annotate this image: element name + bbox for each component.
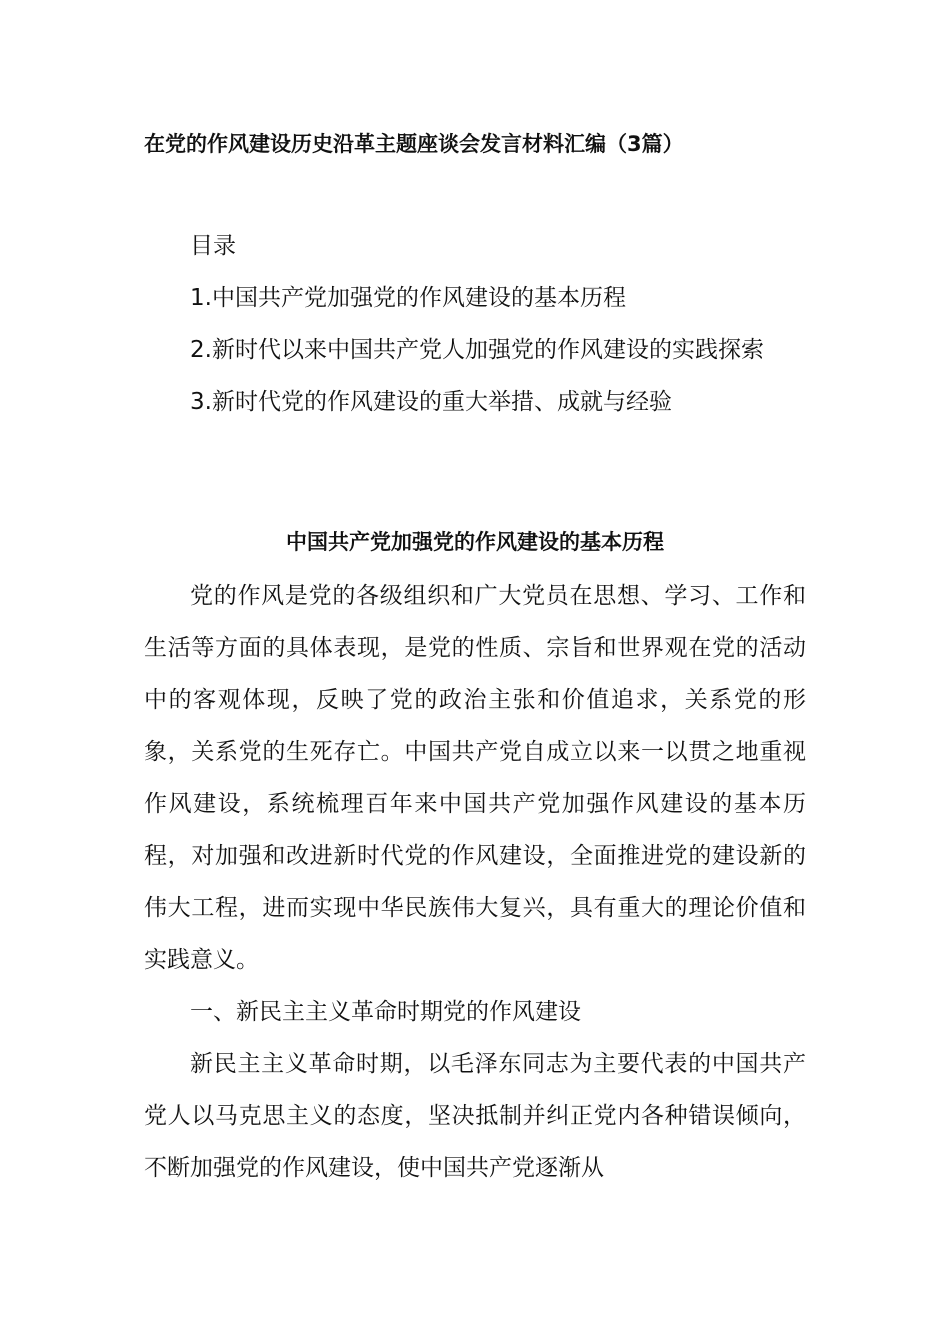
paragraph-intro: 党的作风是党的各级组织和广大党员在思想、学习、工作和生活等方面的具体表现，是党的性质、宗旨和世界观在党的活动中的客观体现，反映了党的政治主张和价值追求，关系党的形象，关系党的生死存亡。中国共产党自成立以来一以贯之地重视作风建设，系统梳理百年来中国共产党加强作风建设的基本历程，对加强和改进新时代党的作风建设，全面推进党的建设新的伟大工程，进而实现中华民族伟大复兴，具有重大的理论价值和实践意义。: [144, 583, 806, 973]
toc-item-3: 3.新时代党的作风建设的重大举措、成就与经验: [190, 389, 672, 415]
subsection-heading: 一、新民主主义革命时期党的作风建设: [190, 999, 581, 1025]
section-heading: 中国共产党加强党的作风建设的基本历程: [286, 530, 664, 554]
document-title: 在党的作风建设历史沿革主题座谈会发言材料汇编（3篇）: [144, 132, 684, 156]
paragraph-new-democratic-revolution: 新民主主义革命时期，以毛泽东同志为主要代表的中国共产党人以马克思主义的态度，坚决抵制并纠正党内各种错误倾向，不断加强党的作风建设，使中国共产党逐渐从: [144, 1051, 806, 1181]
toc-heading: 目录: [190, 233, 236, 259]
table-of-contents: [144, 220, 806, 428]
section-body: [144, 570, 806, 1194]
toc-item-2: 2.新时代以来中国共产党人加强党的作风建设的实践探索: [190, 337, 764, 363]
toc-item-1: 1.中国共产党加强党的作风建设的基本历程: [190, 285, 626, 311]
